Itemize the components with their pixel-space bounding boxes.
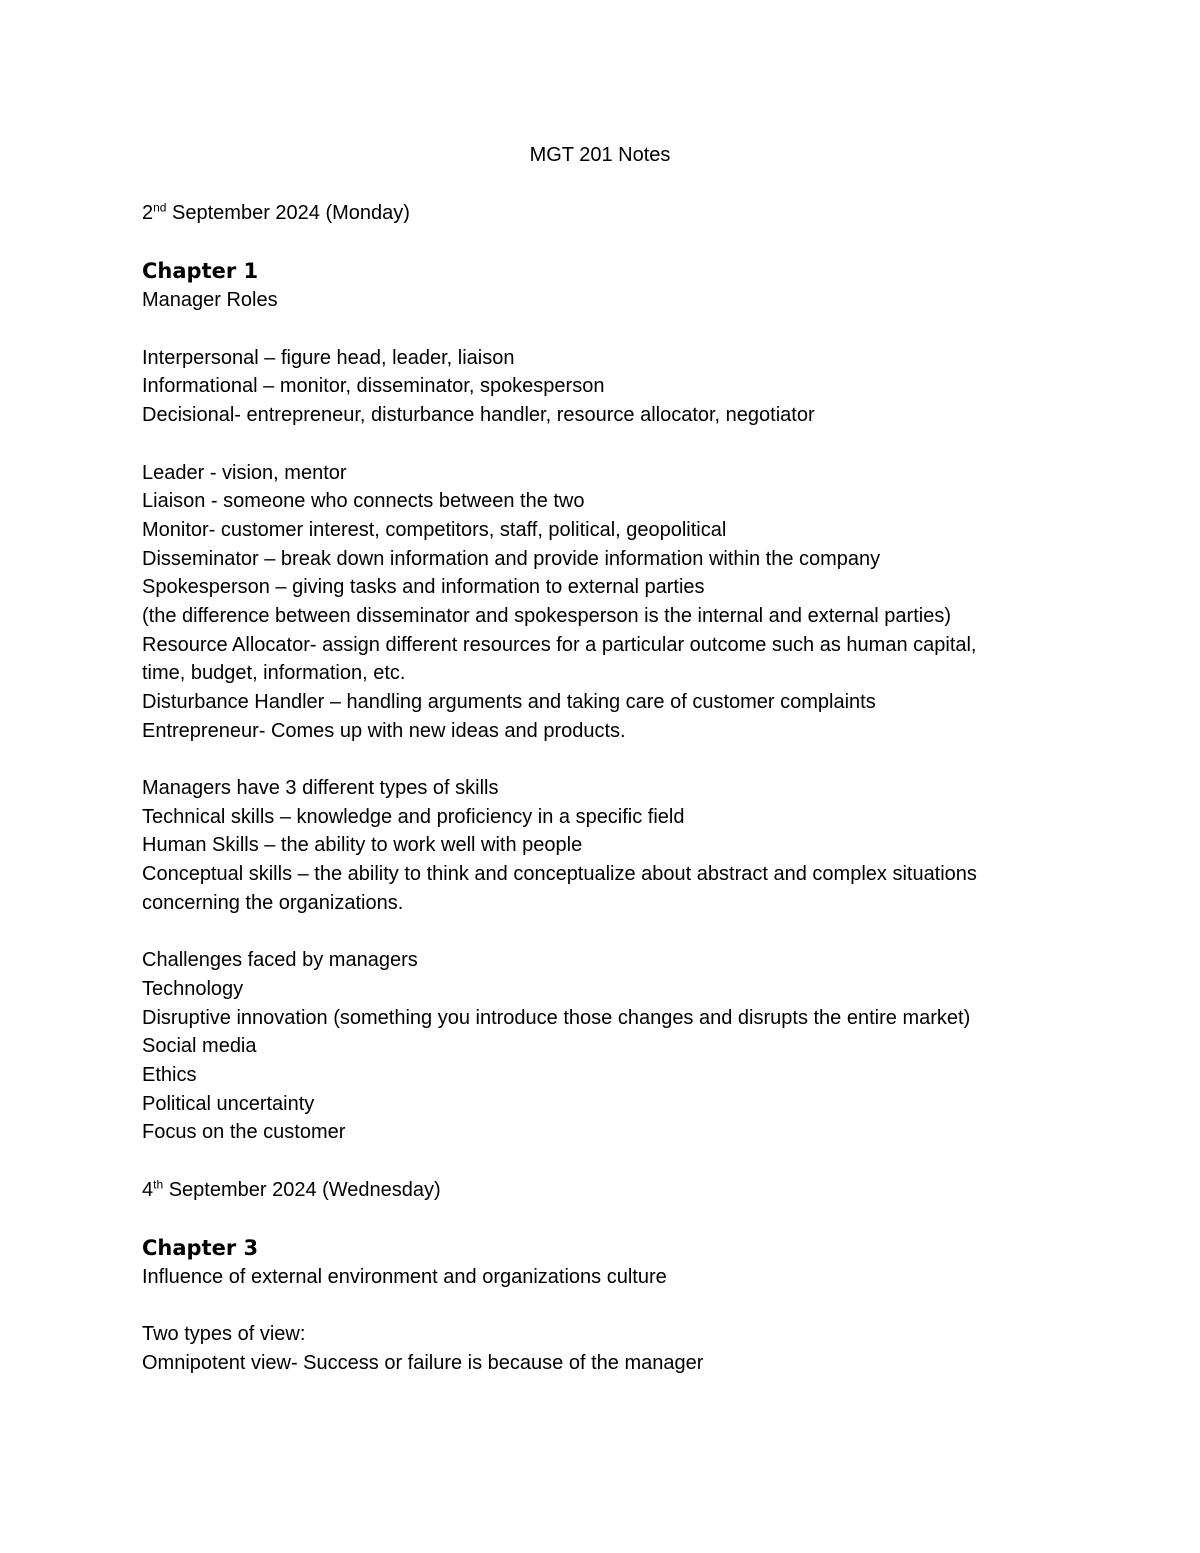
chapter-1-subtitle: Manager Roles (142, 289, 278, 312)
skills-line: concerning the organizations. (142, 891, 404, 914)
role-line: Informational – monitor, disseminator, spokesperson (142, 375, 605, 398)
role-line: Interpersonal – figure head, leader, liaison (142, 346, 515, 369)
challenges-line: Challenges faced by managers (142, 949, 418, 972)
chapter-3-subtitle: Influence of external environment and organizations culture (142, 1266, 667, 1289)
chapter-3-heading: Chapter 3 (142, 1236, 259, 1261)
skills-line: Technical skills – knowledge and proficiency in a specific field (142, 805, 685, 828)
date-line-1: 2nd September 2024 (Monday) (142, 200, 410, 224)
chapter-3-line: Two types of view: (142, 1323, 306, 1346)
chapter-3-line: Omnipotent view- Success or failure is because of the manager (142, 1352, 704, 1375)
date-line-2: 4th September 2024 (Wednesday) (142, 1177, 441, 1201)
challenges-line: Disruptive innovation (something you introduce those changes and disrupts the entire market) (142, 1006, 971, 1029)
page-title: MGT 201 Notes (529, 144, 671, 166)
skills-line: Conceptual skills – the ability to think and conceptualize about abstract and complex situations (142, 863, 977, 886)
definition-line: Disturbance Handler – handling arguments and taking care of customer complaints (142, 691, 876, 713)
definition-line: Monitor- customer interest, competitors, staff, political, geopolitical (142, 518, 727, 541)
skills-line: Human Skills – the ability to work well with people (142, 834, 583, 857)
definition-line: Entrepreneur- Comes up with new ideas and products. (142, 719, 626, 742)
definition-line: (the difference between disseminator and spokesperson is the internal and external parties) (142, 604, 951, 627)
role-line: Decisional- entrepreneur, disturbance handler, resource allocator, negotiator (142, 404, 815, 427)
skills-line: Managers have 3 different types of skills (142, 777, 499, 800)
definition-line: Spokesperson – giving tasks and information to external parties (142, 576, 705, 599)
challenges-line: Focus on the customer (142, 1121, 346, 1144)
definition-line: time, budget, information, etc. (142, 662, 406, 685)
challenges-line: Technology (142, 977, 244, 1000)
challenges-line: Political uncertainty (142, 1092, 315, 1115)
challenges-line: Ethics (142, 1063, 197, 1086)
chapter-1-heading: Chapter 1 (142, 259, 259, 284)
challenges-line: Social media (142, 1035, 257, 1058)
definition-line: Leader - vision, mentor (142, 461, 347, 484)
definition-line: Liaison - someone who connects between the two (142, 490, 585, 513)
definition-line: Resource Allocator- assign different resources for a particular outcome such as human capital, (142, 633, 977, 656)
definition-line: Disseminator – break down information and provide information within the company (142, 547, 881, 570)
notes-body (142, 199, 1062, 1378)
